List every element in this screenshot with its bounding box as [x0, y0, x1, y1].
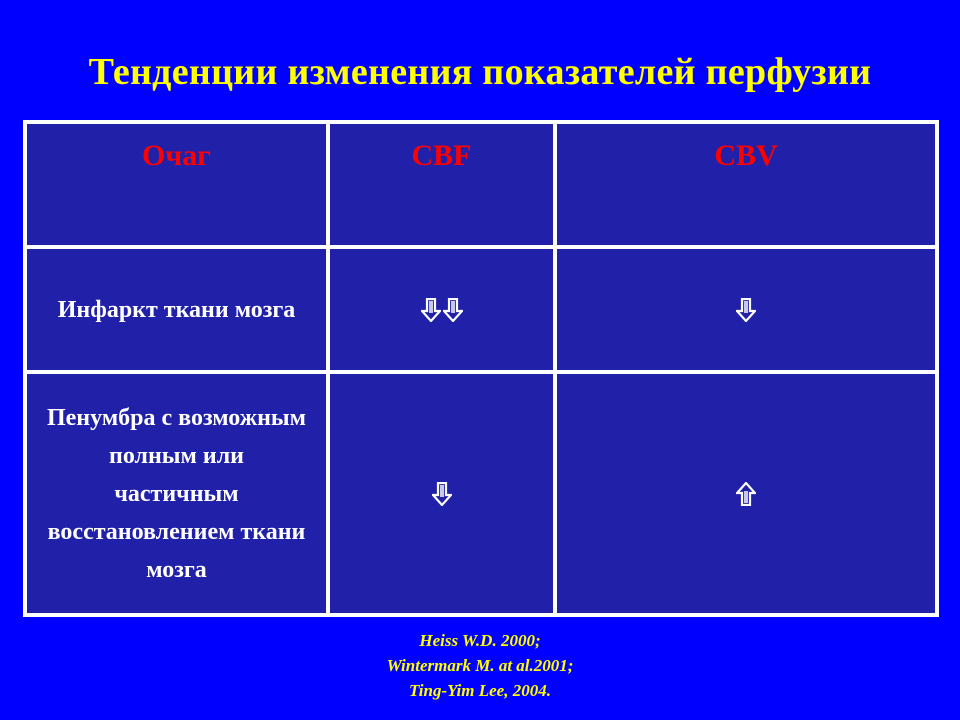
down-double-arrow-icon — [432, 482, 452, 506]
reference-line: Heiss W.D. 2000; — [419, 631, 541, 650]
cell-infarct-cbv — [557, 249, 935, 370]
row-label-penumbra-text: Пенумбра с возможным полным или частичным восстановлением ткани мозга — [46, 404, 307, 583]
up-double-arrow-icon — [736, 482, 756, 506]
references — [0, 628, 960, 703]
cell-infarct-cbf — [330, 249, 553, 370]
cell-penumbra-cbf — [330, 374, 553, 613]
header-focus: Очаг — [27, 124, 326, 245]
header-cbf: CBF — [330, 124, 553, 245]
header-cbv: CBV — [557, 124, 935, 245]
reference-line: Wintermark M. at al.2001; — [386, 656, 574, 675]
down-double-arrow-icon — [421, 298, 441, 322]
slide-title: Тенденции изменения показателей перфузии — [88, 51, 872, 93]
down-double-arrow-icon — [736, 298, 756, 322]
down-double-arrow-icon — [443, 298, 463, 322]
row-label-infarct — [27, 249, 326, 370]
cell-penumbra-cbv — [557, 374, 935, 613]
perfusion-table — [23, 120, 939, 617]
row-label-penumbra — [27, 374, 326, 613]
row-label-infarct-text: Инфаркт ткани мозга — [57, 296, 296, 323]
reference-line: Ting-Yim Lee, 2004. — [409, 681, 551, 700]
